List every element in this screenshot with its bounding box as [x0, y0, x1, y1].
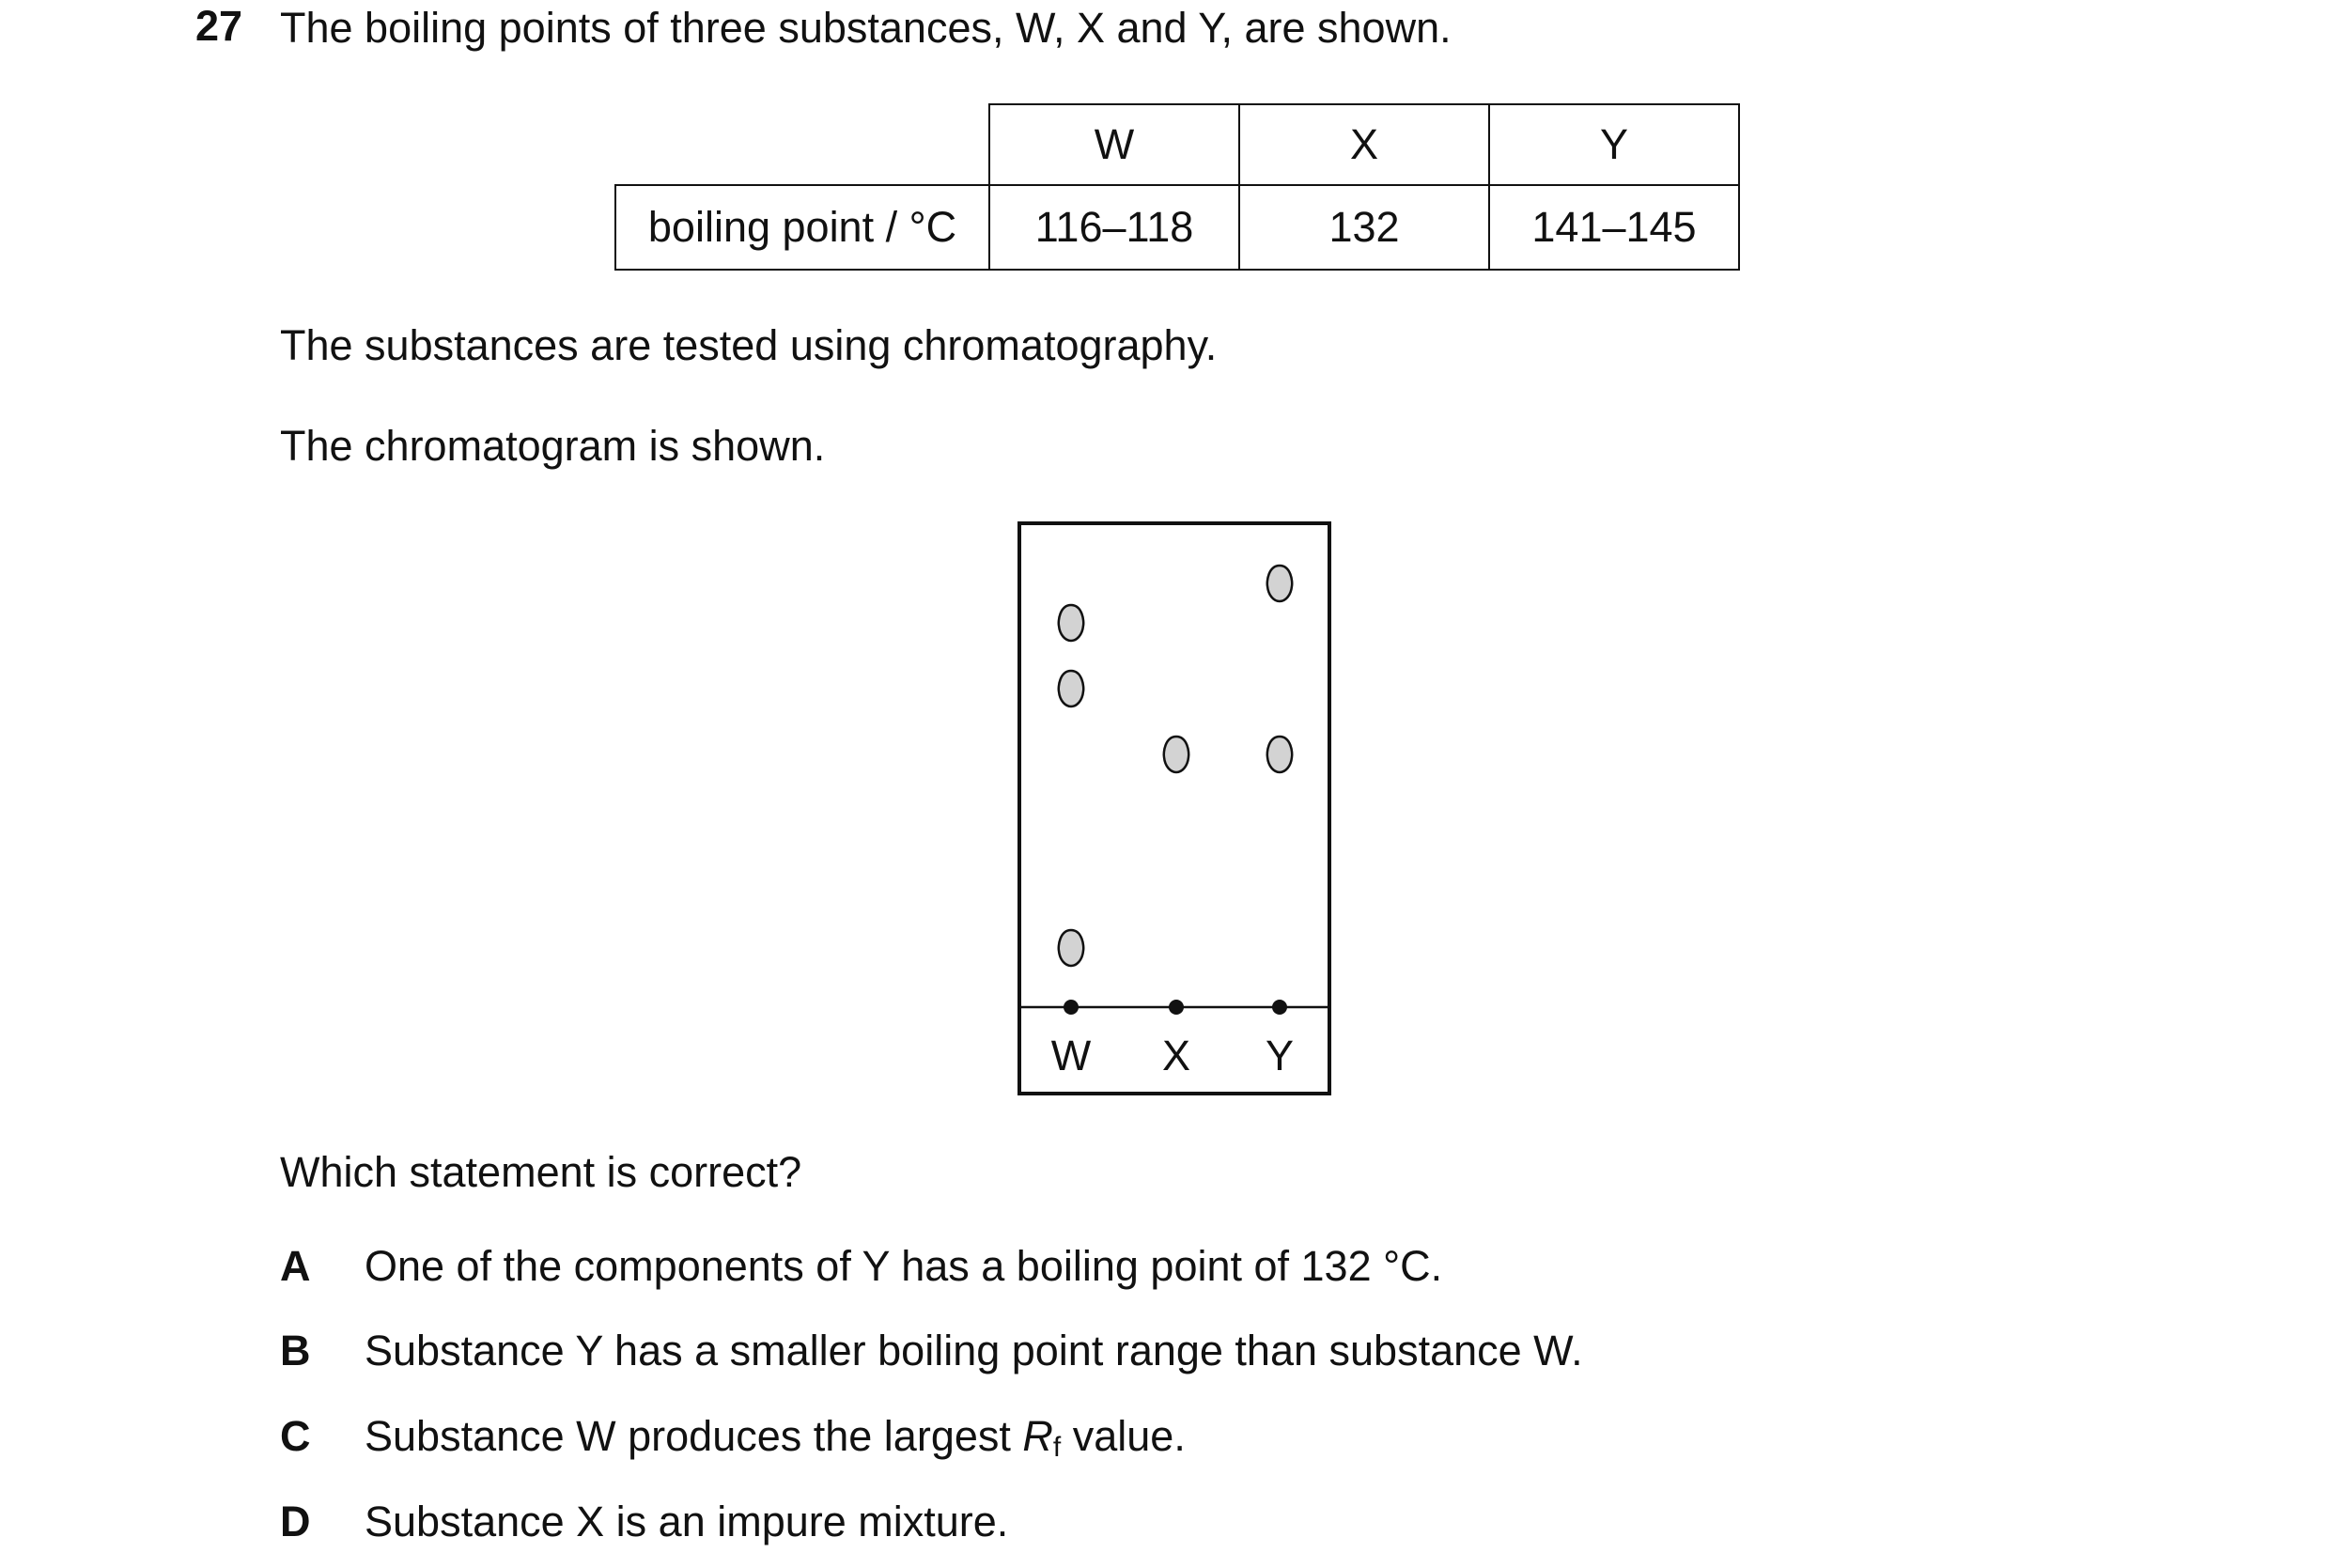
option-c-letter: C — [280, 1412, 311, 1460]
table-value-x: 132 — [1239, 185, 1489, 270]
lane-label-w: W — [1050, 1032, 1092, 1079]
option-a[interactable] — [280, 1238, 1442, 1295]
table-value-w: 116–118 — [989, 185, 1239, 270]
option-a-letter: A — [280, 1242, 311, 1290]
chromatography-text: The substances are tested using chromatography. — [280, 321, 1218, 369]
option-d-text: Substance X is an impure mixture. — [365, 1498, 1009, 1545]
origin-dot-y — [1272, 1000, 1287, 1015]
option-c-text-after: value. — [1061, 1412, 1186, 1460]
question-prompt: Which statement is correct? — [280, 1148, 802, 1196]
lane-label-y: Y — [1265, 1032, 1295, 1079]
option-b-text: Substance Y has a smaller boiling point range than substance W. — [365, 1327, 1583, 1374]
option-d-letter: D — [280, 1498, 311, 1545]
question-number: 27 — [195, 2, 243, 50]
table-row-label: boiling point / °C — [615, 185, 989, 270]
option-d[interactable] — [280, 1494, 1008, 1550]
option-c[interactable] — [280, 1408, 1186, 1476]
boiling-point-table — [614, 103, 1740, 271]
table-header-y: Y — [1489, 104, 1739, 185]
option-b[interactable] — [280, 1323, 1583, 1379]
spot-y-top — [1267, 566, 1292, 601]
option-b-letter: B — [280, 1327, 311, 1374]
table-header-w: W — [989, 104, 1239, 185]
option-c-text-before: Substance W produces the largest — [365, 1412, 1023, 1460]
rf-symbol: R — [1022, 1412, 1053, 1460]
chromatogram-text: The chromatogram is shown. — [280, 422, 826, 470]
rf-subscript: f — [1052, 1432, 1062, 1463]
table-header-x: X — [1239, 104, 1489, 185]
spot-w-top — [1059, 605, 1083, 641]
chromatogram-diagram — [1015, 519, 1334, 1097]
origin-dot-x — [1169, 1000, 1184, 1015]
lane-label-x: X — [1161, 1032, 1191, 1079]
spot-w-middle — [1059, 671, 1083, 706]
spot-x — [1164, 737, 1188, 772]
table-corner-cell — [615, 104, 989, 185]
question-intro: The boiling points of three substances, W, X and Y, are shown. — [280, 4, 1452, 52]
spot-w-bottom — [1059, 930, 1083, 966]
option-a-text: One of the components of Y has a boiling point of 132 °C. — [365, 1242, 1443, 1290]
origin-dot-w — [1064, 1000, 1079, 1015]
table-value-y: 141–145 — [1489, 185, 1739, 270]
spot-y-lower — [1267, 737, 1292, 772]
